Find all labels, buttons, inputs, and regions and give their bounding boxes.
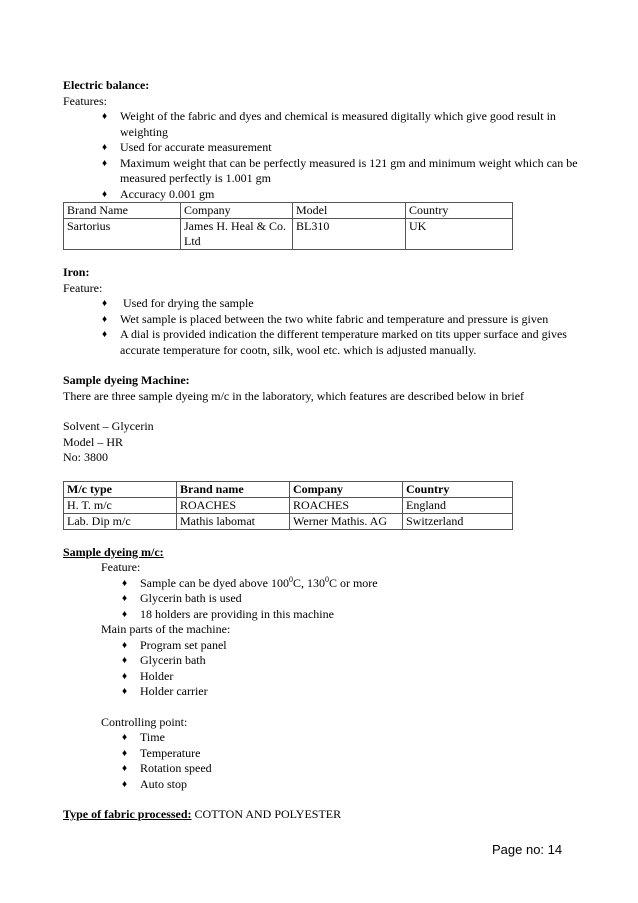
list-item: ♦ Used for drying the sample (102, 296, 254, 310)
solvent-text: Solvent – Glycerin (63, 419, 154, 433)
model-text: Model – HR (63, 434, 123, 449)
iron-features (63, 296, 593, 358)
list-item: ♦ Program set panel (122, 637, 227, 652)
fabric-value: COTTON AND POLYESTER (191, 807, 342, 821)
table-row (64, 497, 513, 513)
table-cell: James H. Heal & Co. Ltd (181, 219, 293, 250)
table-header-cell: Brand name (177, 481, 290, 497)
electric-balance-features (63, 109, 593, 202)
list-item: ♦ Sample can be dyed above $100^0C$, $130^0C$ or more (122, 574, 378, 590)
page-number: Page no: 14 (492, 842, 563, 857)
table-cell: ROACHES (290, 497, 403, 513)
controlling-list (63, 730, 593, 792)
diamond-bullet-icon: ♦ (122, 577, 128, 589)
main-parts-label: Main parts of the machine: (101, 622, 231, 636)
diamond-bullet-icon: ♦ (102, 313, 108, 325)
diamond-bullet-icon: ♦ (122, 593, 128, 604)
list-item: ♦ Wet sample is placed between the two white fabric and temperature and pressure is given (102, 311, 549, 326)
table-header-cell: Company (290, 481, 403, 497)
list-item: ♦ Rotation speed (122, 761, 212, 775)
electric-balance-table (63, 202, 513, 250)
list-item: ♦ Time (122, 730, 165, 744)
controlling-label: Controlling point: (101, 714, 188, 729)
main-parts-list (63, 638, 593, 700)
table-cell: H. T. m/c (64, 497, 177, 513)
sample-dyeing-features (63, 576, 593, 623)
list-item: ♦ 18 holders are providing in this machine (122, 606, 334, 621)
table-header-cell: M/c type (64, 481, 177, 497)
table-cell: Werner Mathis. AG (290, 513, 403, 529)
list-item: ♦ Temperature (122, 745, 201, 760)
diamond-bullet-icon: ♦ (102, 298, 108, 309)
electric-balance-heading: Electric balance: (63, 78, 150, 92)
table-row (64, 513, 513, 529)
features-label: Features: (63, 93, 107, 108)
table-row (64, 219, 513, 250)
table-header-cell: Country (406, 203, 513, 219)
diamond-bullet-icon: ♦ (102, 157, 108, 169)
diamond-bullet-icon: ♦ (122, 747, 128, 759)
sample-dyeing-heading: Sample dyeing m/c: (63, 544, 164, 559)
table-cell: Switzerland (403, 513, 513, 529)
sample-machine-heading: Sample dyeing Machine: (63, 373, 190, 387)
table-header-row (64, 203, 513, 219)
list-item: ♦ Maximum weight that can be perfectly measured is 121 gm and minimum weight which can be measured perfectly is 1.001 gm (102, 155, 578, 185)
table-cell: Mathis labomat (177, 513, 290, 529)
diamond-bullet-icon: ♦ (102, 142, 108, 153)
diamond-bullet-icon: ♦ (102, 111, 108, 122)
list-item: ♦ Accuracy 0.001 gm (102, 186, 215, 201)
sample-dyeing-feature-label: Feature: (101, 560, 141, 574)
diamond-bullet-icon: ♦ (122, 763, 128, 774)
diamond-bullet-icon: ♦ (122, 732, 128, 743)
diamond-bullet-icon: ♦ (122, 639, 128, 651)
number-text: No: 3800 (63, 450, 108, 464)
diamond-bullet-icon: ♦ (102, 329, 108, 340)
diamond-bullet-icon: ♦ (102, 188, 108, 200)
table-cell: BL310 (293, 219, 406, 250)
list-item: ♦ Holder (122, 668, 174, 683)
table-cell: ROACHES (177, 497, 290, 513)
list-item: ♦ Glycerin bath (122, 653, 206, 667)
list-item: ♦ Glycerin bath is used (122, 591, 242, 605)
list-item: ♦ Weight of the fabric and dyes and chemical is measured digitally which give good result in weighting (102, 109, 556, 139)
diamond-bullet-icon: ♦ (122, 778, 128, 790)
iron-feature-label: Feature: (63, 280, 103, 295)
sample-machine-intro: There are three sample dyeing m/c in the laboratory, which features are described below in brief (63, 388, 525, 403)
iron-heading: Iron: (63, 265, 90, 279)
fabric-label: Type of fabric processed: (63, 807, 192, 821)
table-cell: Sartorius (64, 219, 181, 250)
table-header-cell: Country (403, 481, 513, 497)
diamond-bullet-icon: ♦ (122, 686, 128, 697)
diamond-bullet-icon: ♦ (122, 655, 128, 666)
diamond-bullet-icon: ♦ (122, 670, 128, 682)
table-header-cell: Company (181, 203, 293, 219)
page-content (63, 78, 593, 823)
list-item: ♦ A dial is provided indication the different temperature marked on tits upper surface and gives accurate temperature for cootn, silk, wool etc. which is adjusted manually. (102, 327, 567, 357)
table-header-cell: Model (293, 203, 406, 219)
table-cell: Lab. Dip m/c (64, 513, 177, 529)
list-item: ♦ Holder carrier (122, 684, 208, 698)
diamond-bullet-icon: ♦ (122, 608, 128, 620)
table-header-row (64, 481, 513, 497)
machine-table (63, 481, 513, 530)
table-cell: England (403, 497, 513, 513)
fabric-line (63, 807, 593, 823)
list-item: ♦ Auto stop (122, 776, 188, 791)
table-cell: UK (406, 219, 513, 250)
list-item: ♦ Used for accurate measurement (102, 140, 272, 154)
table-header-cell: Brand Name (64, 203, 181, 219)
